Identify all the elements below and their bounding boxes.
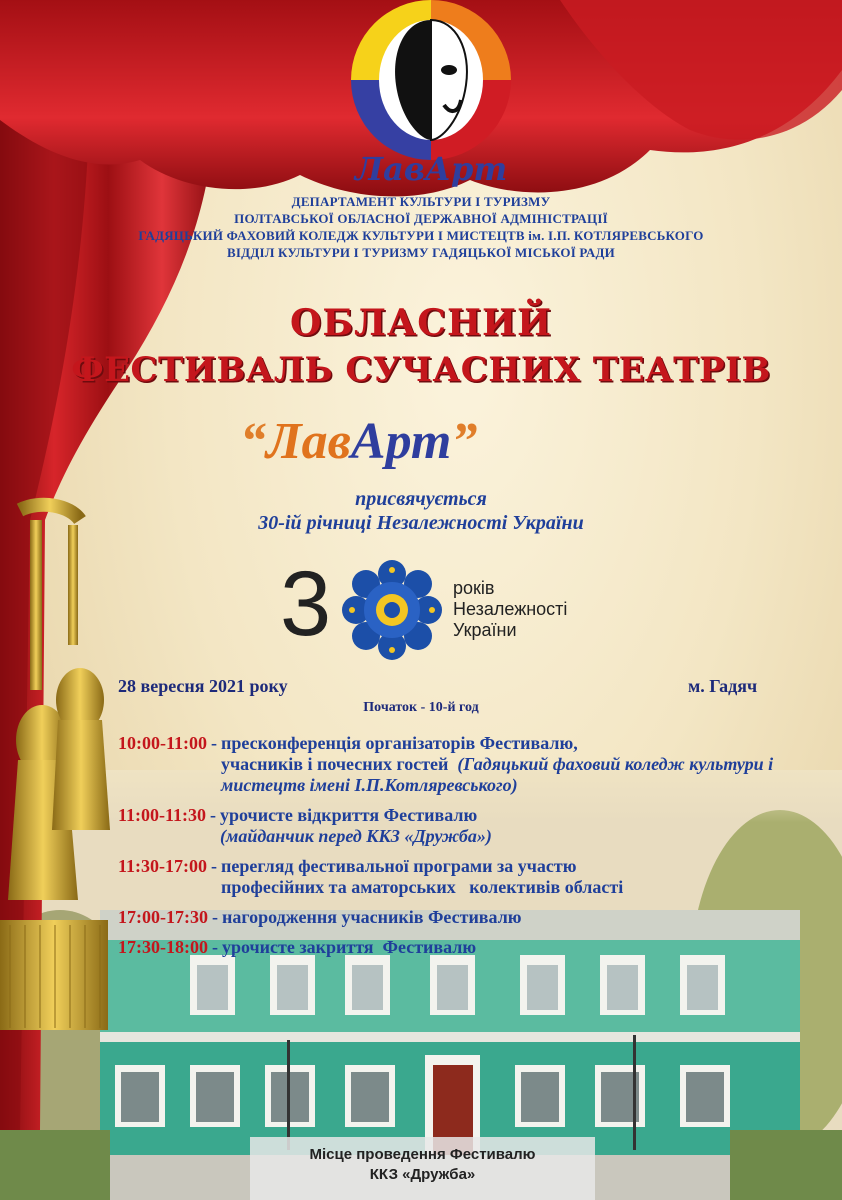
schedule-item: 10:00-11:00 - пресконференція організаторів Фестивалю, учасників і почесних гостей (Гадяцький фаховий коледж культури і мистецтв імені І.П.Котляревського): [118, 733, 818, 796]
festival-logo: [336, 0, 526, 190]
schedule-time: 17:00-17:30: [118, 907, 208, 927]
schedule-note: (Гадяцький фаховий коледж культури і мистецтв імені І.П.Котляревського): [221, 754, 774, 795]
venue-line: ККЗ «Дружба»: [369, 1166, 476, 1183]
title-line-1: ОБЛАСНИЙ: [290, 302, 552, 344]
anniversary-line: Незалежності: [453, 599, 568, 619]
organizer-line: ГАДЯЦЬКИЙ ФАХОВИЙ КОЛЕДЖ КУЛЬТУРИ І МИСТЕЦТВ ім. І.П. КОТЛЯРЕВСЬКОГО: [138, 228, 704, 243]
schedule-item: 17:30-18:00 - урочисте закриття Фестивалю: [118, 937, 477, 957]
brand-art: Арт: [350, 413, 452, 470]
schedule-text: пресконференція організаторів Фестивалю,: [221, 733, 578, 753]
schedule-item: 11:00-11:30 - урочисте відкриття Фестивалю (майданчик перед ККЗ «Дружба»): [118, 805, 492, 846]
schedule-note: (майданчик перед ККЗ «Дружба»): [220, 826, 492, 846]
schedule-text: професійних та аматорських колективів області: [221, 877, 624, 897]
schedule-item: 11:30-17:00 - перегляд фестивальної програми за участю професійних та аматорських колективів області: [118, 856, 624, 897]
logo-brand-text: ЛавАрт: [354, 150, 508, 188]
quote-open: “: [240, 413, 266, 470]
dedication-line-1: присвячується: [355, 488, 487, 510]
schedule-text: урочисте закриття Фестивалю: [221, 937, 477, 957]
brand-lav: Лав: [266, 413, 351, 470]
schedule-time: 11:00-11:30: [118, 805, 206, 825]
schedule-time: 11:30-17:00: [118, 856, 207, 876]
schedule-text: перегляд фестивальної програми за участю: [221, 856, 577, 876]
venue-info: [250, 1145, 595, 1185]
quote-close: ”: [451, 413, 478, 470]
schedule-time: 17:30-18:00: [118, 937, 208, 957]
schedule-item: 17:00-17:30 - нагородження учасників Фестивалю: [118, 907, 522, 927]
anniversary-number: 3: [280, 553, 332, 655]
anniversary-line: років: [453, 578, 495, 598]
organizer-line: ПОЛТАВСЬКОЇ ОБЛАСНОЇ ДЕРЖАВНОЇ АДМІНІСТРАЦІЇ: [234, 211, 608, 226]
schedule-text: учасників і почесних гостей: [221, 754, 449, 774]
event-date: 28 вересня 2021 року: [118, 676, 288, 696]
anniversary-logo: [280, 553, 600, 670]
organizer-line: ДЕПАРТАМЕНТ КУЛЬТУРИ І ТУРИЗМУ: [291, 194, 551, 209]
anniversary-line: України: [453, 620, 517, 640]
schedule-time: 10:00-11:00: [118, 733, 207, 753]
venue-line: Місце проведення Фестивалю: [309, 1146, 536, 1163]
organizers-block: [0, 193, 842, 261]
event-city: м. Гадяч: [688, 676, 758, 696]
anniversary-text: [453, 578, 567, 641]
schedule-text: нагородження учасників Фестивалю: [221, 907, 522, 927]
event-start: Початок - 10-й год: [363, 700, 479, 715]
organizer-line: ВІДДІЛ КУЛЬТУРИ І ТУРИЗМУ ГАДЯЦЬКОЇ МІСЬКОЇ РАДИ: [227, 245, 615, 260]
schedule-text: урочисте відкриття Фестивалю: [220, 805, 478, 825]
flower-ornament-icon: [342, 560, 442, 660]
dedication-line-2: 30-ій річниці Незалежності України: [258, 512, 584, 534]
schedule-list: [118, 733, 818, 967]
title-line-2: ФЕСТИВАЛЬ СУЧАСНИХ ТЕАТРІВ: [71, 350, 771, 390]
festival-brand: [240, 412, 477, 471]
